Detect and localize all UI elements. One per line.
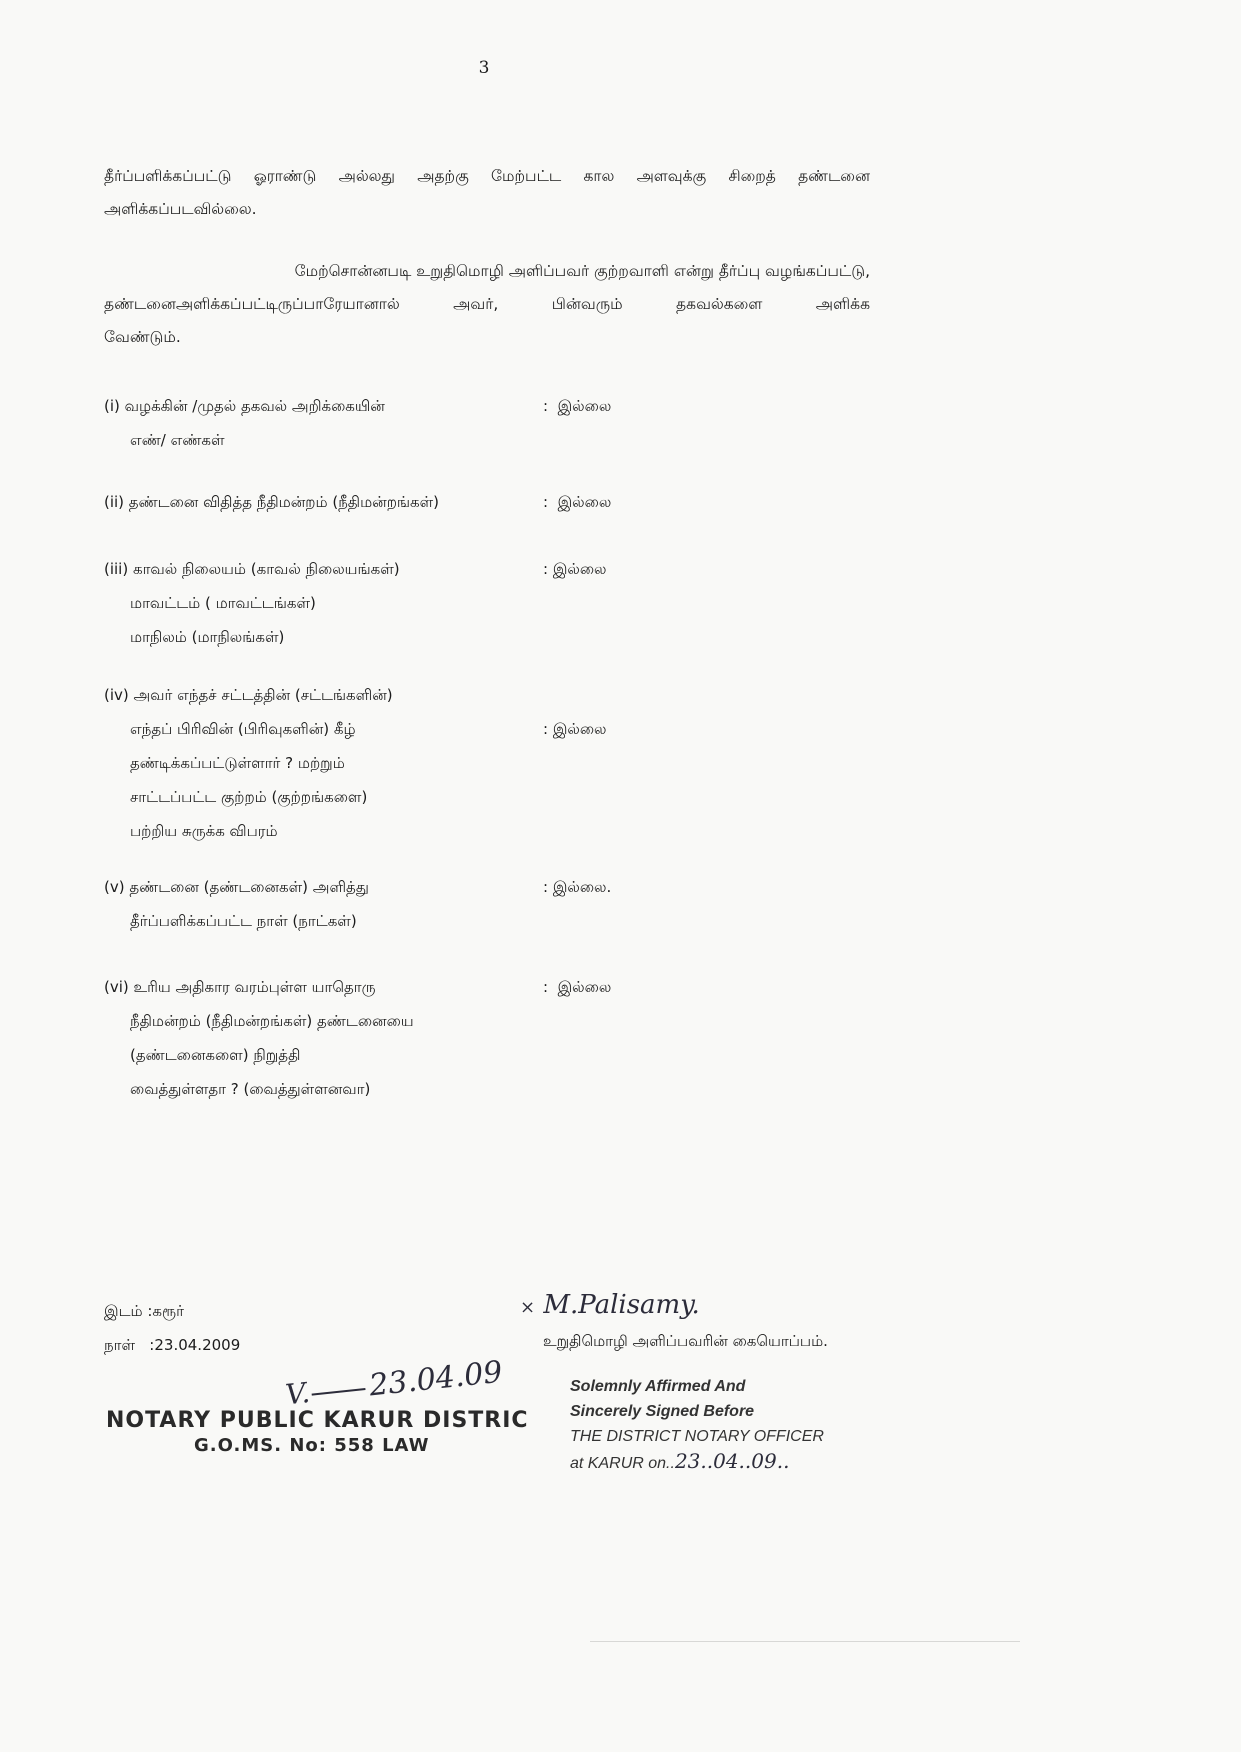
notary-stamp-line-1: NOTARY PUBLIC KARUR DISTRIC [106,1408,529,1433]
notary-stamp-line-2: G.O.MS. No: 558 LAW [194,1435,430,1456]
item-vi-line-1: (vi) உரிய அதிகார வரம்புள்ள யாதொரு [104,978,376,996]
item-iii-question [104,552,524,654]
affirmation-stamp-line-3: THE DISTRICT NOTARY OFFICER [570,1428,824,1445]
item-vi-line-4: வைத்துள்ளதா ? (வைத்துள்ளனவா) [130,1080,371,1098]
item-i-answer: : இல்லை [543,397,612,415]
item-iv-line-4: சாட்டப்பட்ட குற்றம் (குற்றங்களை) [130,788,368,806]
affirmation-stamp-line-4 [570,1449,824,1476]
signature-caption: உறுதிமொழி அளிப்பவரின் கையொப்பம். [543,1332,828,1350]
affirmation-stamp-line-1: Solemnly Affirmed And [570,1378,746,1395]
paragraph-2-line-1: மேற்சொன்னபடி உறுதிமொழி அளிப்பவர் குற்றவாளி என்று தீர்ப்பு வழங்கப்பட்டு, [294,262,870,280]
item-v-question [104,870,524,938]
item-ii-line-1: (ii) தண்டனை விதித்த நீதிமன்றம் (நீதிமன்றங்கள்) [104,493,440,511]
place-label: இடம் :கரூர் [104,1302,184,1320]
item-iii-line-2: மாவட்டம் ( மாவட்டங்கள்) [130,594,316,612]
item-v-line-2: தீர்ப்பளிக்கப்பட்ட நாள் (நாட்கள்) [130,912,357,930]
notary-signature: V. 23.04.09 [283,1354,505,1412]
item-vi-line-2: நீதிமன்றம் (நீதிமன்றங்கள்) தண்டனையை [130,1012,414,1030]
affirmation-stamp-prefix: at KARUR on.. [570,1455,675,1472]
notary-stamp [106,1408,529,1456]
item-iii-answer: : இல்லை [543,560,607,578]
item-ii-answer: : இல்லை [543,493,612,511]
item-iv-line-2: எந்தப் பிரிவின் (பிரிவுகளின்) கீழ் [130,720,356,738]
paragraph-2-line-3: வேண்டும். [104,328,181,346]
paragraph-2-line-2: தண்டனைஅளிக்கப்பட்டிருப்பாரேயானால் அவர், பின்வரும் தகவல்களை அளிக்க [104,295,870,313]
item-iv-line-5: பற்றிய சுருக்க விபரம் [130,822,278,840]
item-i-line-1: (i) வழக்கின் /முதல் தகவல் அறிக்கையின் [104,397,385,415]
paragraph-1-line-2: அளிக்கப்படவில்லை. [104,200,257,218]
item-iii-line-1: (iii) காவல் நிலையம் (காவல் நிலையங்கள்) [104,560,400,578]
page-number: 3 [478,58,490,78]
item-iv-line-1: (iv) அவர் எந்தச் சட்டத்தின் (சட்டங்களின்) [104,686,393,704]
item-v-answer: : இல்லை. [543,878,612,896]
item-i-line-2: எண்/ எண்கள் [130,431,225,449]
item-iv-question [104,678,524,848]
item-vi-line-3: (தண்டனைகளை) நிறுத்தி [130,1046,301,1064]
item-iv-answer: : இல்லை [543,720,607,738]
affirmation-stamp [570,1374,824,1476]
item-vi-question [104,970,524,1106]
item-iv-line-3: தண்டிக்கப்பட்டுள்ளார் ? மற்றும் [130,754,345,772]
paragraph-1-line-1: தீர்ப்பளிக்கப்பட்டு ஓராண்டு அல்லது அதற்கு மேற்பட்ட கால அளவுக்கு சிறைத் தண்டனை [104,167,870,185]
date-label: நாள் :23.04.2009 [104,1336,241,1354]
scan-artifact-line [590,1641,1020,1642]
item-ii-question [104,485,524,519]
notary-handwritten-date: 23.04.09 [367,1354,505,1404]
affirmation-stamp-date: 23..04..09.. [674,1449,790,1473]
item-i-question [104,389,524,457]
item-v-line-1: (v) தண்டனை (தண்டனைகள்) அளித்து [104,878,369,896]
item-iii-line-3: மாநிலம் (மாநிலங்கள்) [130,628,285,646]
signature-text: M.Palisamy. [543,1290,700,1320]
affirmation-stamp-line-2: Sincerely Signed Before [570,1403,755,1420]
item-vi-answer: : இல்லை [543,978,612,996]
deponent-signature: × M.Palisamy. [520,1290,700,1320]
